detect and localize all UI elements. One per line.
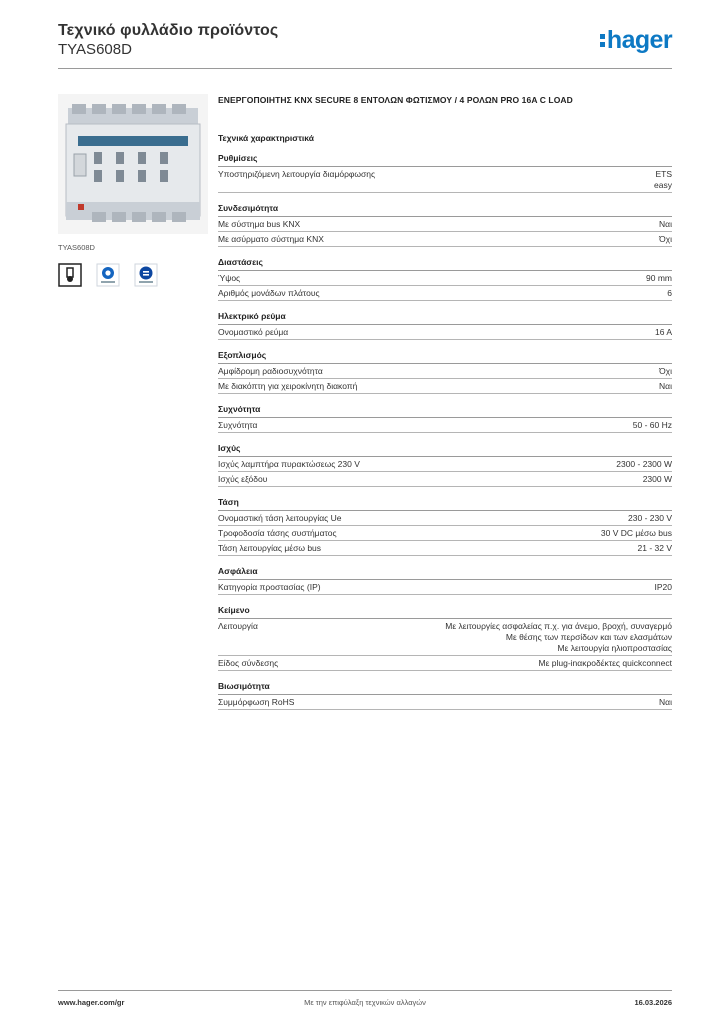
spec-row [218,325,672,340]
spec-label: Ονομαστική τάση λειτουργίας Ue [218,513,342,523]
spec-row [218,217,672,232]
spec-value: 16 A [654,327,672,337]
spec-group [218,203,672,247]
spec-values [659,366,672,377]
product-code: TYAS608D [58,41,132,58]
spec-label: Αμφίδρομη ραδιοσυχνότητα [218,366,323,376]
spec-row [218,364,672,379]
spec-group-title: Συνδεσιμότητα [218,203,672,217]
spec-row [218,619,672,656]
header-divider [58,68,672,69]
spec-label: Ύψος [218,273,241,283]
spec-values [667,288,672,299]
spec-values [638,543,673,554]
spec-label: Με διακόπτη για χειροκίνητη διακοπή [218,381,358,391]
logo-colon-icon [600,32,606,49]
spec-group-title: Ηλεκτρικό ρεύμα [218,311,672,325]
spec-label: Υποστηριζόμενη λειτουργία διαμόρφωσης [218,169,376,179]
spec-label: Τάση λειτουργίας μέσω bus [218,543,322,553]
document-date: 16.03.2026 [634,998,672,1007]
spec-value: 2300 - 2300 W [616,459,672,469]
product-name: ΕΝΕΡΓΟΠΟΙΗΤΗΣ KNX SECURE 8 ΕΝΤΟΛΩΝ ΦΩΤΙΣΜΟΥ / 4 ΡΟΛΩΝ PRO 16A C LOAD [218,95,573,105]
spec-value: easy [654,180,672,190]
spec-value: Ναι [659,697,672,707]
spec-label: Συχνότητα [218,420,258,430]
spec-values [539,658,672,669]
spec-label: Με ασύρματο σύστημα KNX [218,234,324,244]
spec-value: Όχι [659,366,672,376]
spec-value: 6 [667,288,672,298]
spec-values [633,420,672,431]
spec-values [601,528,672,539]
spec-group-title: Εξοπλισμός [218,350,672,364]
spec-value: Ναι [659,219,672,229]
spec-group-title: Κείμενο [218,605,672,619]
spec-row [218,457,672,472]
spec-value: 21 - 32 V [637,543,672,553]
spec-group [218,605,672,671]
quicklink-icon [96,263,120,287]
spec-value: Με λειτουργία ηλιοπροστασίας [557,643,672,653]
spec-row [218,541,672,556]
spec-values [616,459,672,470]
disclaimer: Με την επιφύλαξη τεχνικών αλλαγών [304,998,426,1007]
spec-group-title: Ασφάλεια [218,566,672,580]
spec-label: Αριθμός μονάδων πλάτους [218,288,320,298]
image-caption: TYAS608D [58,243,95,252]
product-image [58,94,208,234]
spec-value: 230 - 230 V [628,513,672,523]
spec-group-title: Τάση [218,497,672,511]
spec-value: ETS [655,169,672,179]
section-title: Τεχνικά χαρακτηριστικά [218,133,314,143]
spec-group [218,443,672,487]
spec-label: Είδος σύνδεσης [218,658,279,668]
spec-row [218,286,672,301]
spec-row [218,271,672,286]
spec-value: Όχι [659,234,672,244]
spec-value: 30 V DC μέσω bus [600,528,672,538]
spec-group-title: Συχνότητα [218,404,672,418]
spec-group-title: Διαστάσεις [218,257,672,271]
spec-row [218,232,672,247]
website-link[interactable]: www.hager.com/gr [58,998,125,1007]
knx-secure-icon [58,263,82,287]
spec-value: 50 - 60 Hz [632,420,672,430]
easy-icon [134,263,158,287]
spec-value: Με λειτουργίες ασφαλείας π.χ. για άνεμο, βροχή, συναγερμό [445,621,672,631]
spec-label: Ονομαστικό ρεύμα [218,327,289,337]
spec-group [218,153,672,193]
spec-value: IP20 [654,582,672,592]
spec-label: Συμμόρφωση RoHS [218,697,295,707]
spec-values [445,621,672,654]
spec-row [218,472,672,487]
spec-values [654,169,672,191]
spec-values [659,219,672,230]
spec-row [218,167,672,193]
spec-row [218,379,672,394]
spec-row [218,695,672,710]
technical-content [218,95,672,720]
spec-row [218,580,672,595]
spec-value: Με plug-inακροδέκτες quickconnect [538,658,672,668]
spec-values [659,697,672,708]
spec-label: Τροφοδοσία τάσης συστήματος [218,528,337,538]
spec-values [659,381,672,392]
spec-label: Ισχύς λαμπτήρα πυρακτώσεως 230 V [218,459,360,469]
spec-row [218,526,672,541]
spec-value: Με θέσης των περσίδων και των ελασμάτων [505,632,672,642]
spec-group [218,257,672,301]
spec-group [218,566,672,595]
document-title: Τεχνικό φυλλάδιο προϊόντος [58,22,279,39]
spec-row [218,511,672,526]
spec-group-title: Ρυθμίσεις [218,153,672,167]
spec-label: Ισχύς εξόδου [218,474,268,484]
spec-row [218,656,672,671]
spec-group-title: Βιωσιμότητα [218,681,672,695]
spec-group [218,311,672,340]
spec-value: Ναι [659,381,672,391]
spec-group-title: Ισχύς [218,443,672,457]
spec-row [218,418,672,433]
spec-group [218,497,672,556]
spec-group [218,681,672,710]
spec-value: 90 mm [646,273,672,283]
spec-label: Με σύστημα bus KNX [218,219,301,229]
spec-value: 2300 W [642,474,672,484]
footer-divider [58,990,672,991]
certification-icons [58,263,158,287]
spec-label: Κατηγορία προστασίας (IP) [218,582,321,592]
spec-group [218,350,672,394]
spec-values [646,273,672,284]
spec-values [643,474,672,485]
spec-values [655,582,673,593]
spec-values [659,234,672,245]
hager-logo [600,26,672,55]
page-header [58,22,672,68]
spec-values [628,513,672,524]
spec-group [218,404,672,433]
logo-text: hager [606,26,672,54]
spec-values [655,327,672,338]
spec-groups [218,153,672,710]
spec-label: Λειτουργία [218,621,258,631]
